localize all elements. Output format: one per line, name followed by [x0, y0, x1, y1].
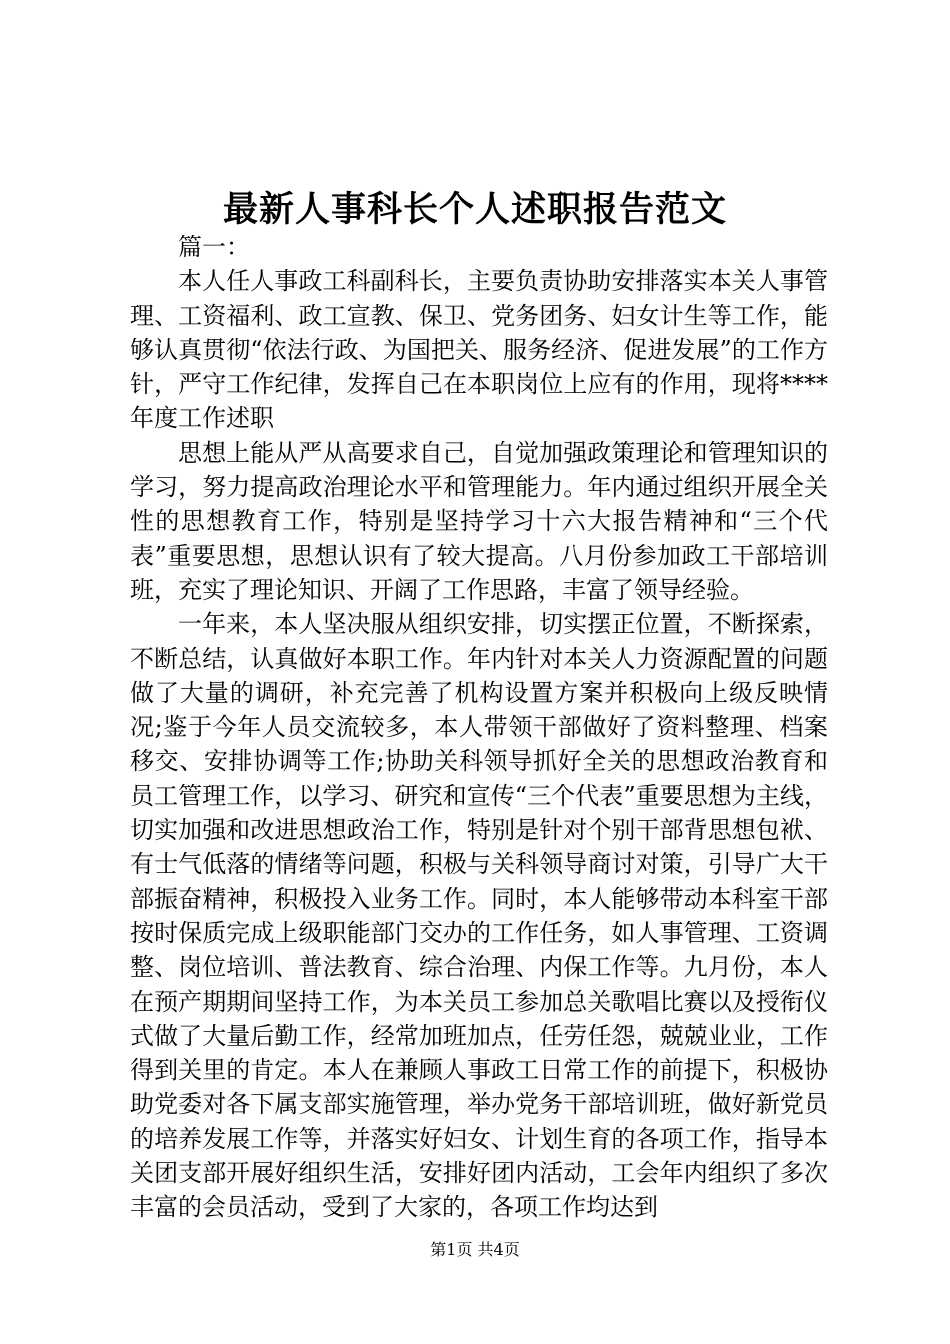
page-number-footer: 第1页 共4页 [430, 1240, 520, 1259]
document-body [130, 230, 828, 1225]
document-title: 最新人事科长个人述职报告范文 [222, 189, 727, 230]
body-paragraph: 本人任人事政工科副科长，主要负责协助安排落实本关人事管理、工资福利、政工宣教、保卫、党务团务、妇女计生等工作，能够认真贯彻“依法行政、为国把关、服务经济、促进发展”的工作方针，严守工作纪律，发挥自己在本职岗位上应有的作用，现将****年度工作述职 [130, 267, 828, 433]
body-paragraph: 思想上能从严从高要求自己，自觉加强政策理论和管理知识的学习，努力提高政治理论水平和管理能力。年内通过组织开展全关性的思想教育工作，特别是坚持学习十六大报告精神和“三个代表”重要思想，思想认识有了较大提高。八月份参加政工干部培训班，充实了理论知识、开阔了工作思路，丰富了领导经验。 [130, 438, 828, 604]
section-heading: 篇一： [178, 233, 250, 261]
body-paragraph: 一年来，本人坚决服从组织安排，切实摆正位置，不断探索，不断总结，认真做好本职工作。年内针对本关人力资源配置的问题做了大量的调研，补充完善了机构设置方案并积极向上级反映情况;鉴于今年人员交流较多，本人带领干部做好了资料整理、档案移交、安排协调等工作;协助关科领导抓好全关的思想政治教育和员工管理工作，以学习、研究和宣传“三个代表”重要思想为主线，切实加强和改进思想政治工作，特别是针对个别干部背思想包袱、有士气低落的情绪等问题，积极与关科领导商讨对策，引导广大干部振奋精神，积极投入业务工作。同时，本人能够带动本科室干部按时保质完成上级职能部门交办的工作任务，如人事管理、工资调整、岗位培训、普法教育、综合治理、内保工作等。九月份，本人在预产期期间坚持工作，为本关员工参加总关歌唱比赛以及授衔仪式做了大量后勤工作，经常加班加点，任劳任怨，兢兢业业，工作得到关里的肯定。本人在兼顾人事政工日常工作的前提下，积极协助党委对各下属支部实施管理，举办党务干部培训班，做好新党员的培养发展工作等，并落实好妇女、计划生育的各项工作，指导本关团支部开展好组织生活，安排好团内活动，工会年内组织了多次丰富的会员活动，受到了大家的，各项工作均达到 [130, 610, 828, 1222]
